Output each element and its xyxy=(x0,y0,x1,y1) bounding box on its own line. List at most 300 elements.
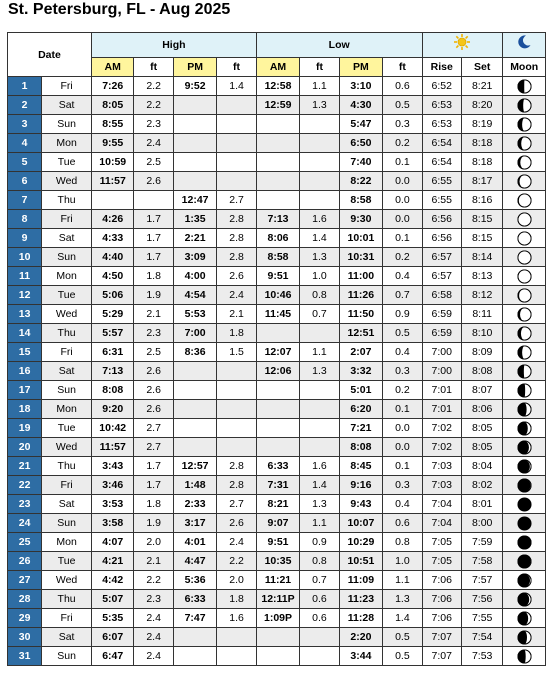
sunset-time: 8:16 xyxy=(461,191,502,210)
day-number: 4 xyxy=(8,134,42,153)
sunrise-time: 7:02 xyxy=(422,438,461,457)
moon-phase-icon xyxy=(503,440,545,455)
weekday: Fri xyxy=(42,77,92,96)
table-row xyxy=(8,381,546,400)
high-pm-height xyxy=(217,400,256,419)
day-number: 31 xyxy=(8,647,42,666)
moon-phase-cell xyxy=(503,381,546,400)
high-pm-time xyxy=(173,400,217,419)
moon-phase-cell xyxy=(503,571,546,590)
high-am-time: 4:42 xyxy=(91,571,133,590)
low-pm-height: 0.8 xyxy=(383,533,422,552)
sunset-time: 8:13 xyxy=(461,267,502,286)
high-am-time: 3:53 xyxy=(91,495,133,514)
day-number: 7 xyxy=(8,191,42,210)
weekday: Sat xyxy=(42,362,92,381)
weekday: Tue xyxy=(42,153,92,172)
sunset-time: 8:07 xyxy=(461,381,502,400)
high-am-height: 2.6 xyxy=(134,381,173,400)
low-pm-time: 3:32 xyxy=(339,362,383,381)
sunset-time: 7:54 xyxy=(461,628,502,647)
high-am-time: 10:42 xyxy=(91,419,133,438)
high-pm-height: 2.7 xyxy=(217,191,256,210)
high-am-time: 8:08 xyxy=(91,381,133,400)
high-pm-height xyxy=(217,115,256,134)
sunset-time: 7:56 xyxy=(461,590,502,609)
low-am-height: 1.1 xyxy=(300,77,339,96)
moon-phase-cell xyxy=(503,419,546,438)
low-pm-height: 0.9 xyxy=(383,305,422,324)
sunrise-time: 6:55 xyxy=(422,191,461,210)
high-am-height: 2.4 xyxy=(134,628,173,647)
high-am-height: 2.3 xyxy=(134,590,173,609)
weekday: Sun xyxy=(42,115,92,134)
high-pm-time: 4:00 xyxy=(173,267,217,286)
weekday: Sat xyxy=(42,495,92,514)
sunrise-time: 6:56 xyxy=(422,229,461,248)
moon-phase-icon xyxy=(503,117,545,132)
low-pm-time: 8:45 xyxy=(339,457,383,476)
low-am-time: 10:35 xyxy=(256,552,300,571)
high-pm-height xyxy=(217,153,256,172)
high-am-time: 4:07 xyxy=(91,533,133,552)
sunset-time: 8:08 xyxy=(461,362,502,381)
high-am-time: 6:47 xyxy=(91,647,133,666)
low-pm-height: 0.6 xyxy=(383,514,422,533)
high-am-time: 5:29 xyxy=(91,305,133,324)
low-pm-height: 0.6 xyxy=(383,77,422,96)
low-pm-height: 1.0 xyxy=(383,552,422,571)
high-pm-height xyxy=(217,96,256,115)
weekday: Fri xyxy=(42,210,92,229)
low-pm-time: 11:28 xyxy=(339,609,383,628)
high-pm-time xyxy=(173,362,217,381)
sunrise-time: 7:05 xyxy=(422,552,461,571)
low-pm-height: 0.4 xyxy=(383,495,422,514)
sun-icon xyxy=(453,33,471,57)
sun-header xyxy=(422,33,503,58)
low-am-time: 12:58 xyxy=(256,77,300,96)
high-am-header: AM xyxy=(91,58,133,77)
high-pm-time: 4:47 xyxy=(173,552,217,571)
table-row xyxy=(8,571,546,590)
moon-phase-icon xyxy=(503,288,545,303)
high-am-time: 11:57 xyxy=(91,438,133,457)
high-am-height: 1.7 xyxy=(134,229,173,248)
moon-phase-icon xyxy=(503,554,545,569)
low-pm-height: 0.5 xyxy=(383,96,422,115)
day-number: 21 xyxy=(8,457,42,476)
sunrise-time: 6:59 xyxy=(422,305,461,324)
table-row xyxy=(8,533,546,552)
high-am-time xyxy=(91,191,133,210)
low-am-time: 8:21 xyxy=(256,495,300,514)
high-am-time: 4:50 xyxy=(91,267,133,286)
table-row xyxy=(8,438,546,457)
low-pm-height: 0.5 xyxy=(383,628,422,647)
low-pm-time: 5:01 xyxy=(339,381,383,400)
high-pm-height: 2.1 xyxy=(217,305,256,324)
weekday: Tue xyxy=(42,552,92,571)
high-pm-time xyxy=(173,134,217,153)
day-number: 30 xyxy=(8,628,42,647)
table-row xyxy=(8,210,546,229)
low-am-height: 1.6 xyxy=(300,210,339,229)
high-pm-time: 6:33 xyxy=(173,590,217,609)
day-number: 29 xyxy=(8,609,42,628)
table-row xyxy=(8,229,546,248)
sunrise-time: 6:59 xyxy=(422,324,461,343)
high-am-height: 2.5 xyxy=(134,153,173,172)
moon-phase-icon xyxy=(503,421,545,436)
weekday: Mon xyxy=(42,533,92,552)
table-row xyxy=(8,267,546,286)
high-am-ft-header: ft xyxy=(134,58,173,77)
high-pm-time xyxy=(173,115,217,134)
sunrise-time: 6:54 xyxy=(422,153,461,172)
table-row xyxy=(8,609,546,628)
low-pm-time: 7:21 xyxy=(339,419,383,438)
day-number: 8 xyxy=(8,210,42,229)
sunrise-time: 7:04 xyxy=(422,495,461,514)
high-pm-time: 5:36 xyxy=(173,571,217,590)
table-row xyxy=(8,419,546,438)
sunrise-time: 7:07 xyxy=(422,647,461,666)
table-row xyxy=(8,172,546,191)
high-pm-time: 3:09 xyxy=(173,248,217,267)
low-am-height xyxy=(300,419,339,438)
table-row xyxy=(8,248,546,267)
weekday: Sun xyxy=(42,381,92,400)
weekday: Sun xyxy=(42,514,92,533)
high-pm-time: 8:36 xyxy=(173,343,217,362)
high-am-time: 7:26 xyxy=(91,77,133,96)
weekday: Mon xyxy=(42,267,92,286)
moon-phase-cell xyxy=(503,552,546,571)
low-pm-height: 0.0 xyxy=(383,438,422,457)
low-am-height xyxy=(300,400,339,419)
high-pm-time xyxy=(173,628,217,647)
table-row xyxy=(8,514,546,533)
high-pm-time xyxy=(173,96,217,115)
sunset-time: 8:18 xyxy=(461,134,502,153)
moon-header xyxy=(503,33,546,58)
table-row xyxy=(8,115,546,134)
high-am-height: 2.4 xyxy=(134,647,173,666)
sunset-time: 8:19 xyxy=(461,115,502,134)
table-row xyxy=(8,191,546,210)
low-pm-time: 11:00 xyxy=(339,267,383,286)
weekday: Sat xyxy=(42,229,92,248)
low-am-time: 8:58 xyxy=(256,248,300,267)
low-pm-time: 3:10 xyxy=(339,77,383,96)
low-am-height: 0.8 xyxy=(300,286,339,305)
high-pm-ft-header: ft xyxy=(217,58,256,77)
high-pm-time xyxy=(173,419,217,438)
moon-phase-cell xyxy=(503,153,546,172)
high-pm-time: 1:48 xyxy=(173,476,217,495)
moon-phase-icon xyxy=(503,630,545,645)
moon-phase-icon xyxy=(503,250,545,265)
low-pm-height: 0.4 xyxy=(383,343,422,362)
moon-phase-cell xyxy=(503,647,546,666)
low-am-height: 0.6 xyxy=(300,590,339,609)
high-am-time: 5:57 xyxy=(91,324,133,343)
low-pm-time: 10:31 xyxy=(339,248,383,267)
moon-phase-cell xyxy=(503,533,546,552)
low-pm-height: 0.1 xyxy=(383,153,422,172)
tide-table-body xyxy=(8,77,546,666)
weekday: Wed xyxy=(42,172,92,191)
high-pm-height: 1.4 xyxy=(217,77,256,96)
low-am-time: 7:31 xyxy=(256,476,300,495)
day-number: 24 xyxy=(8,514,42,533)
moon-phase-icon xyxy=(503,307,545,322)
low-pm-time: 11:23 xyxy=(339,590,383,609)
moon-phase-icon xyxy=(503,212,545,227)
low-am-height: 0.6 xyxy=(300,609,339,628)
low-am-time xyxy=(256,134,300,153)
low-am-time xyxy=(256,324,300,343)
moon-phase-cell xyxy=(503,134,546,153)
sunset-time: 7:53 xyxy=(461,647,502,666)
low-am-time xyxy=(256,153,300,172)
sunrise-time: 7:07 xyxy=(422,628,461,647)
sunrise-time: 7:03 xyxy=(422,476,461,495)
high-pm-height xyxy=(217,172,256,191)
high-pm-height: 2.6 xyxy=(217,514,256,533)
table-row xyxy=(8,552,546,571)
moon-phase-cell xyxy=(503,343,546,362)
moon-phase-icon xyxy=(503,193,545,208)
low-am-time: 12:07 xyxy=(256,343,300,362)
low-am-height: 0.8 xyxy=(300,552,339,571)
high-am-height: 1.8 xyxy=(134,495,173,514)
high-pm-time: 2:33 xyxy=(173,495,217,514)
high-am-height: 2.2 xyxy=(134,77,173,96)
high-am-height: 2.6 xyxy=(134,172,173,191)
low-am-time: 6:33 xyxy=(256,457,300,476)
high-am-time: 4:40 xyxy=(91,248,133,267)
moon-phase-icon xyxy=(503,592,545,607)
low-am-height: 1.6 xyxy=(300,457,339,476)
sunset-time: 8:01 xyxy=(461,495,502,514)
low-pm-time: 2:20 xyxy=(339,628,383,647)
high-am-time: 3:46 xyxy=(91,476,133,495)
high-pm-time: 3:17 xyxy=(173,514,217,533)
high-pm-time: 5:53 xyxy=(173,305,217,324)
low-am-time xyxy=(256,647,300,666)
low-am-height xyxy=(300,381,339,400)
table-row xyxy=(8,286,546,305)
high-pm-height: 2.7 xyxy=(217,495,256,514)
high-am-time: 7:13 xyxy=(91,362,133,381)
high-pm-time: 7:47 xyxy=(173,609,217,628)
day-number: 23 xyxy=(8,495,42,514)
moon-phase-icon xyxy=(503,649,545,664)
low-pm-height: 1.3 xyxy=(383,590,422,609)
sunset-header: Set xyxy=(461,58,502,77)
moon-phase-icon xyxy=(503,478,545,493)
low-tide-header: Low xyxy=(256,33,422,58)
low-pm-time: 6:50 xyxy=(339,134,383,153)
sunset-time: 8:05 xyxy=(461,438,502,457)
low-am-time xyxy=(256,172,300,191)
low-am-time xyxy=(256,400,300,419)
high-am-time: 6:07 xyxy=(91,628,133,647)
moon-phase-cell xyxy=(503,400,546,419)
low-pm-time: 11:09 xyxy=(339,571,383,590)
moon-phase-cell xyxy=(503,514,546,533)
day-number: 11 xyxy=(8,267,42,286)
day-number: 19 xyxy=(8,419,42,438)
day-number: 14 xyxy=(8,324,42,343)
weekday: Mon xyxy=(42,400,92,419)
day-number: 18 xyxy=(8,400,42,419)
sunset-time: 7:59 xyxy=(461,533,502,552)
low-am-height xyxy=(300,134,339,153)
table-row xyxy=(8,343,546,362)
moon-phase-icon xyxy=(503,345,545,360)
high-pm-height: 2.8 xyxy=(217,476,256,495)
low-am-time: 12:06 xyxy=(256,362,300,381)
low-pm-height: 0.7 xyxy=(383,286,422,305)
sunrise-time: 7:00 xyxy=(422,343,461,362)
low-pm-time: 10:29 xyxy=(339,533,383,552)
high-am-height: 2.4 xyxy=(134,134,173,153)
table-row xyxy=(8,153,546,172)
weekday: Thu xyxy=(42,590,92,609)
weekday: Fri xyxy=(42,476,92,495)
day-number: 16 xyxy=(8,362,42,381)
low-pm-height: 0.0 xyxy=(383,210,422,229)
weekday: Wed xyxy=(42,571,92,590)
sunset-time: 8:14 xyxy=(461,248,502,267)
moon-phase-icon xyxy=(503,155,545,170)
sunrise-time: 7:01 xyxy=(422,400,461,419)
low-pm-height: 0.0 xyxy=(383,172,422,191)
low-am-time: 12:59 xyxy=(256,96,300,115)
low-pm-time: 12:51 xyxy=(339,324,383,343)
moon-phase-icon xyxy=(503,497,545,512)
low-pm-height: 0.5 xyxy=(383,324,422,343)
high-pm-height xyxy=(217,381,256,400)
high-pm-height: 1.6 xyxy=(217,609,256,628)
low-am-height: 1.4 xyxy=(300,229,339,248)
table-row xyxy=(8,77,546,96)
high-am-height: 2.2 xyxy=(134,571,173,590)
day-number: 5 xyxy=(8,153,42,172)
high-am-height: 2.4 xyxy=(134,609,173,628)
high-pm-height: 2.0 xyxy=(217,571,256,590)
low-am-time: 1:09P xyxy=(256,609,300,628)
low-pm-time: 8:22 xyxy=(339,172,383,191)
weekday: Sat xyxy=(42,96,92,115)
high-pm-height: 2.4 xyxy=(217,533,256,552)
high-am-time: 8:55 xyxy=(91,115,133,134)
moon-phase-icon xyxy=(503,174,545,189)
moon-phase-cell xyxy=(503,476,546,495)
high-am-time: 4:26 xyxy=(91,210,133,229)
low-am-height: 1.3 xyxy=(300,495,339,514)
high-am-time: 6:31 xyxy=(91,343,133,362)
high-pm-time xyxy=(173,647,217,666)
low-pm-height: 0.1 xyxy=(383,400,422,419)
table-row xyxy=(8,400,546,419)
low-pm-time: 9:16 xyxy=(339,476,383,495)
moon-phase-cell xyxy=(503,590,546,609)
low-pm-height: 0.2 xyxy=(383,381,422,400)
moon-phase-cell xyxy=(503,457,546,476)
high-pm-time: 7:00 xyxy=(173,324,217,343)
day-number: 10 xyxy=(8,248,42,267)
high-pm-time xyxy=(173,381,217,400)
low-am-time: 9:51 xyxy=(256,533,300,552)
high-am-time: 3:58 xyxy=(91,514,133,533)
moon-phase-cell xyxy=(503,324,546,343)
sunrise-time: 7:03 xyxy=(422,457,461,476)
moon-phase-icon xyxy=(503,573,545,588)
low-am-height xyxy=(300,438,339,457)
sunrise-time: 7:06 xyxy=(422,590,461,609)
sunset-time: 7:57 xyxy=(461,571,502,590)
day-number: 9 xyxy=(8,229,42,248)
low-am-height xyxy=(300,172,339,191)
moon-phase-cell xyxy=(503,609,546,628)
high-pm-height: 2.2 xyxy=(217,552,256,571)
sunset-time: 8:02 xyxy=(461,476,502,495)
weekday: Tue xyxy=(42,286,92,305)
weekday: Wed xyxy=(42,438,92,457)
high-pm-height xyxy=(217,362,256,381)
moon-phase-cell xyxy=(503,210,546,229)
table-row xyxy=(8,305,546,324)
day-number: 27 xyxy=(8,571,42,590)
low-am-height: 1.3 xyxy=(300,248,339,267)
moon-phase-cell xyxy=(503,362,546,381)
high-am-time: 9:55 xyxy=(91,134,133,153)
sunset-time: 8:05 xyxy=(461,419,502,438)
low-pm-height: 0.1 xyxy=(383,457,422,476)
low-am-ft-header: ft xyxy=(300,58,339,77)
high-am-height: 2.1 xyxy=(134,305,173,324)
low-am-time xyxy=(256,628,300,647)
low-am-time xyxy=(256,381,300,400)
high-am-height: 2.1 xyxy=(134,552,173,571)
low-am-time: 10:46 xyxy=(256,286,300,305)
low-pm-time: 11:50 xyxy=(339,305,383,324)
day-number: 22 xyxy=(8,476,42,495)
low-pm-height: 0.5 xyxy=(383,647,422,666)
day-number: 25 xyxy=(8,533,42,552)
day-number: 12 xyxy=(8,286,42,305)
moon-phase-icon xyxy=(503,326,545,341)
low-pm-height: 0.3 xyxy=(383,476,422,495)
day-number: 26 xyxy=(8,552,42,571)
high-pm-height: 2.8 xyxy=(217,457,256,476)
high-tide-header: High xyxy=(91,33,256,58)
low-pm-time: 8:08 xyxy=(339,438,383,457)
sunset-time: 8:00 xyxy=(461,514,502,533)
low-am-height xyxy=(300,647,339,666)
low-am-height xyxy=(300,628,339,647)
weekday: Thu xyxy=(42,457,92,476)
low-pm-height: 0.2 xyxy=(383,248,422,267)
high-pm-time: 4:54 xyxy=(173,286,217,305)
high-am-height: 1.7 xyxy=(134,476,173,495)
low-pm-time: 2:07 xyxy=(339,343,383,362)
high-am-height: 2.7 xyxy=(134,419,173,438)
